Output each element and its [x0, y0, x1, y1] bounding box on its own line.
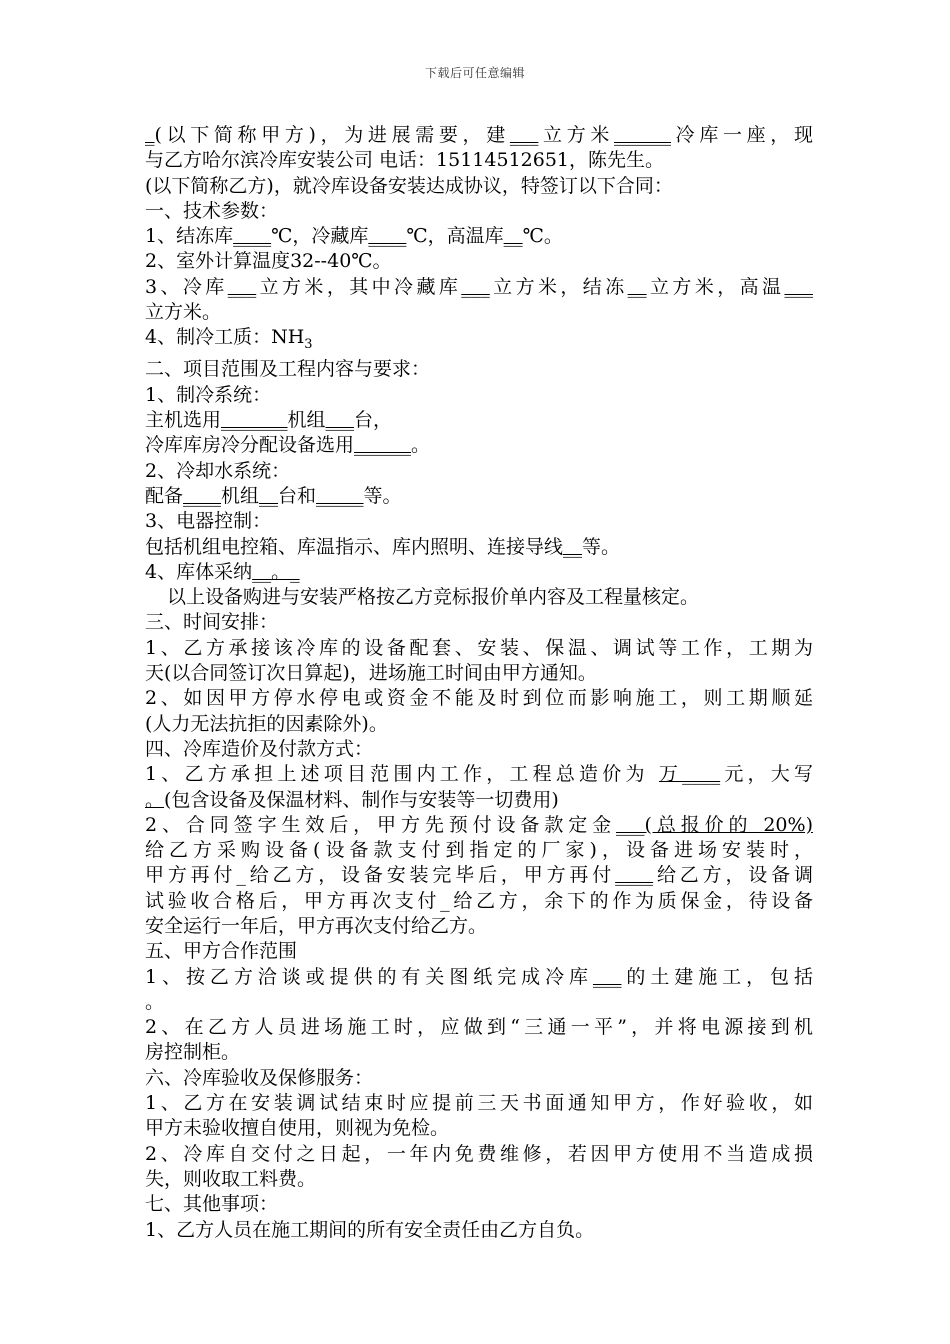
document-line	[145, 123, 813, 148]
document-line	[145, 509, 813, 534]
document-line	[145, 1142, 813, 1167]
fill-in-blank: ______	[354, 434, 412, 457]
fill-in-blank: ___	[461, 275, 490, 298]
document-line	[145, 148, 813, 173]
line-text: 二、项目范围及工程内容与要求：	[145, 358, 431, 381]
fill-in-blank: _____	[316, 484, 364, 507]
fill-in-blank: ____	[615, 864, 654, 887]
line-text: 七、其他事项：	[145, 1193, 279, 1216]
line-text: 包括机组电控箱、库温指示、库内照明、连接导线	[145, 535, 564, 558]
document-line	[145, 686, 813, 711]
line-text: 2、室外计算温度32--40℃。	[145, 250, 392, 273]
fill-in-blank: __	[563, 535, 583, 558]
line-text: ℃，高温库	[406, 225, 504, 248]
document-line	[145, 838, 813, 863]
line-text: 天(以合同签订次日算起)，进场施工时间由甲方通知。	[145, 662, 597, 685]
line-text: 1、乙方承接该冷库的设备配套、安装、保温、调试等工作，工期为	[145, 636, 813, 659]
fill-in-blank: ___	[592, 965, 622, 988]
line-text: 2、冷却水系统：	[145, 459, 291, 482]
line-text: 机组	[221, 484, 260, 507]
document-line	[145, 1167, 813, 1192]
fill-in-blank: _______	[221, 409, 288, 432]
line-text: 给乙方采购设备(设备款支付到指定的厂家)，设备进场安装时，	[145, 839, 813, 862]
document-line	[145, 1040, 813, 1065]
document-line	[145, 712, 813, 737]
line-text: (人力无法抗拒的因素除外)。	[145, 712, 388, 735]
fill-in-blank: _	[145, 124, 155, 146]
document-line	[145, 1218, 813, 1243]
line-text: 立方米，高温	[646, 275, 785, 298]
line-text: 试验收合格后，甲方再次支付_给乙方，余下的作为质保金，待设备	[145, 889, 813, 912]
line-text: 三、时间安排：	[145, 611, 279, 634]
line-text: 给乙方，设备调	[653, 864, 813, 887]
document-line	[145, 1116, 813, 1141]
document-line	[145, 535, 813, 560]
document-line	[145, 788, 813, 813]
line-text: 的土建施工，包括	[621, 965, 813, 988]
document-line	[145, 636, 813, 661]
line-text: 以上设备购进与安装严格按乙方竞标报价单内容及工程量核定。	[167, 586, 700, 609]
line-text: ℃。	[522, 225, 563, 248]
document-line	[145, 224, 813, 249]
line-text: 立方米，结冻	[489, 275, 628, 298]
document-line	[145, 914, 813, 939]
fill-in-blank: ___	[227, 275, 257, 298]
line-text: ℃，冷藏库	[271, 225, 369, 248]
fill-in-blank: ___	[325, 409, 355, 432]
document-line	[145, 300, 813, 325]
line-text: 主机选用	[145, 409, 222, 432]
document-line	[145, 610, 813, 635]
line-text: 冷库一座，现	[671, 124, 813, 146]
fill-in-blank: ___(总报价的 20%)	[616, 813, 813, 836]
line-text: 冷库库房冷分配设备选用	[145, 434, 355, 457]
document-line	[145, 1066, 813, 1091]
fill-in-blank: ____	[183, 484, 222, 507]
line-text: 立方米，其中冷藏库	[256, 275, 462, 298]
fill-in-blank: ____	[233, 225, 272, 248]
line-text: 五、甲方合作范围	[145, 940, 298, 963]
line-text: 2、在乙方人员进场施工时，应做到“三通一平”，并将电源接到机	[145, 1016, 813, 1039]
line-text: 2、合同签字生效后，甲方先预付设备款定金	[145, 813, 617, 836]
line-text: 与乙方哈尔滨冷库安装公司 电话：15114512651，陈先生。	[145, 149, 665, 172]
line-text: 立方米。	[145, 301, 222, 324]
document-line	[145, 737, 813, 762]
fill-in-blank: __	[503, 225, 523, 248]
line-text: 房控制柜。	[145, 1041, 241, 1064]
fill-in-blank: __。_	[252, 560, 300, 583]
document-line	[145, 813, 813, 838]
line-text: 。	[411, 434, 431, 457]
line-text: 机组	[287, 409, 326, 432]
line-text: 等。	[363, 484, 402, 507]
document-line	[145, 383, 813, 408]
line-text: 甲方再付_给乙方，设备安装完毕后，甲方再付	[145, 864, 616, 887]
line-text: 1、制冷系统：	[145, 383, 272, 406]
document-line	[145, 408, 813, 433]
line-text: 甲方未验收擅自使用，则视为免检。	[145, 1117, 450, 1140]
document-line	[145, 889, 813, 914]
line-text: 4、库体采纳	[145, 560, 253, 583]
document-line	[145, 939, 813, 964]
document-line	[145, 484, 813, 509]
fill-in-blank: 万____	[658, 763, 721, 786]
line-text: 安全运行一年后，甲方再次支付给乙方。	[145, 915, 488, 937]
document-line	[145, 1192, 813, 1217]
line-text: 等。	[582, 535, 621, 558]
line-text: 。	[145, 990, 165, 1013]
document-line	[145, 965, 813, 990]
document-line	[145, 459, 813, 484]
line-text: 一、技术参数：	[145, 199, 279, 222]
line-text: 四、冷库造价及付款方式：	[145, 737, 374, 760]
line-text: 3、电器控制：	[145, 510, 272, 533]
line-text: 1、按乙方洽谈或提供的有关图纸完成冷库	[145, 965, 593, 988]
line-text: 1、乙方人员在施工期间的所有安全责任由乙方自负。	[145, 1218, 595, 1241]
fill-in-blank: __	[259, 484, 279, 507]
document-line	[145, 863, 813, 888]
subscript: 3	[304, 337, 313, 353]
line-text: 2、如因甲方停水停电或资金不能及时到位而影响施工，则工期顺延	[145, 687, 813, 710]
line-text: 台和	[278, 484, 317, 507]
line-text: 3、冷库	[145, 275, 228, 298]
line-text: 立方米	[538, 124, 615, 146]
line-text: 1、结冻库	[145, 225, 234, 248]
fill-in-blank: ____	[368, 225, 407, 248]
fill-in-blank: ___	[509, 124, 539, 146]
fill-in-blank: __	[627, 275, 647, 298]
document-line	[145, 661, 813, 686]
line-text: (包含设备及保温材料、制作与安装等一切费用)	[164, 788, 559, 811]
fill-in-blank: 。	[145, 788, 165, 811]
fill-in-blank: ______	[614, 124, 672, 146]
document-line	[145, 433, 813, 458]
document-line	[145, 174, 813, 199]
line-text: 台，	[354, 409, 393, 432]
line-text: 元，大写	[720, 763, 813, 786]
line-text: 2、冷库自交付之日起，一年内免费维修，若因甲方使用不当造成损	[145, 1142, 813, 1165]
document-line	[145, 1091, 813, 1116]
document-line	[145, 1015, 813, 1040]
fill-in-blank: ___	[784, 275, 813, 298]
line-text: 失，则收取工料费。	[145, 1167, 317, 1190]
document-line	[145, 199, 813, 224]
page-header: 下载后可任意编辑	[424, 66, 525, 80]
document-line	[145, 357, 813, 382]
document-line	[145, 762, 813, 787]
line-text: 六、冷库验收及保修服务：	[145, 1066, 374, 1089]
document-line	[145, 249, 813, 274]
line-text: 1、乙方承担上述项目范围内工作，工程总造价为	[145, 763, 659, 786]
line-text: (以下简称甲方)，为进展需要，建	[154, 124, 510, 146]
document-line	[145, 585, 813, 610]
document-line	[145, 560, 813, 585]
document-line	[145, 275, 813, 300]
contract-body	[145, 123, 813, 1243]
line-text: (以下简称乙方)，就冷库设备安装达成协议，特签订以下合同：	[145, 174, 673, 197]
line-text: 4、制冷工质：NH	[145, 326, 305, 349]
document-line	[145, 990, 813, 1015]
line-text: 配备	[145, 484, 184, 507]
document-line	[145, 325, 813, 357]
line-text: 1、乙方在安装调试结束时应提前三天书面通知甲方，作好验收，如	[145, 1092, 813, 1115]
